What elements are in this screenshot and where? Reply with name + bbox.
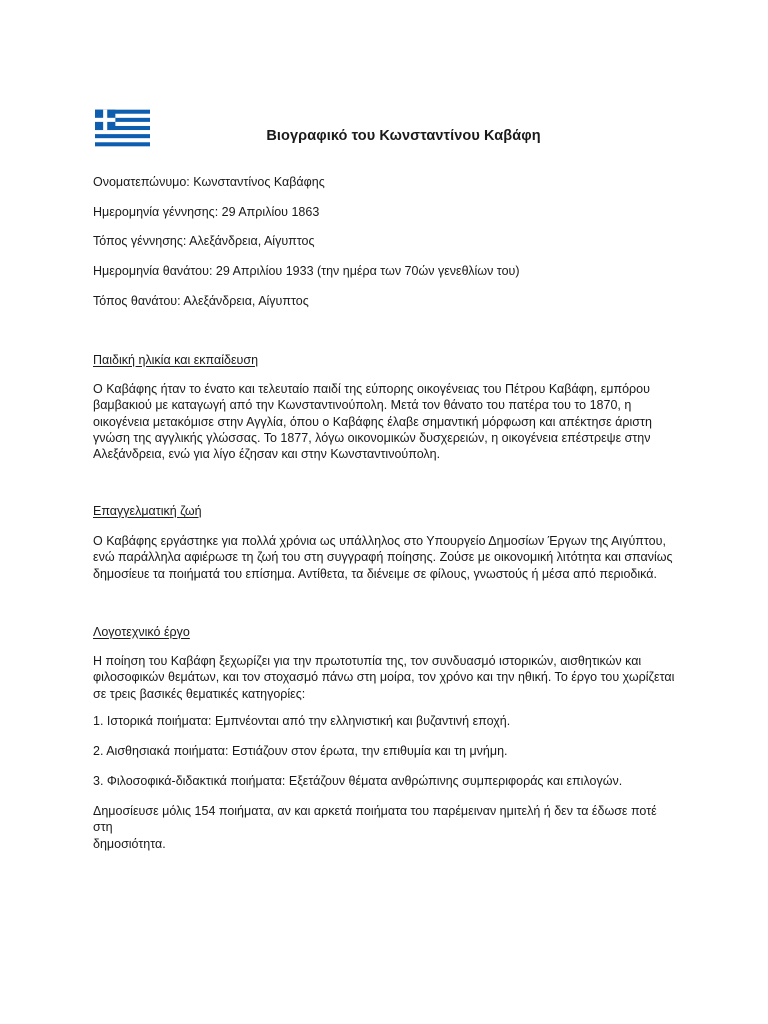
paragraph-line: Ο Καβάφης εργάστηκε για πολλά χρόνια ως υπάλληλος στο Υπουργείο Δημοσίων Έργων της Αιγύπτου, bbox=[93, 534, 666, 548]
info-birth-place: Τόπος γέννησης: Αλεξάνδρεια, Αίγυπτος bbox=[93, 234, 315, 248]
paragraph-line: δημοσιότητα. bbox=[93, 836, 166, 851]
paragraph-line: ενώ παράλληλα αφιέρωσε τη ζωή του στη συγγραφή ποίησης. Ζούσε με οικονομική λιτότητα και σπανίως bbox=[93, 550, 673, 565]
paragraph-line: Αλεξάνδρεια, ενώ για λίγο έζησαν και στην Κωνσταντινούπολη. bbox=[93, 447, 441, 462]
paragraph-line: βαμβακιού με καταγωγή από την Κωνσταντινούπολη. Μετά τον θάνατο του πατέρα του το 1870, η bbox=[93, 398, 632, 413]
paragraph-line: Ο Καβάφης ήταν το ένατο και τελευταίο παιδί της εύπορης οικογένειας του Πέτρου Καβάφη, εμπόρου bbox=[93, 382, 650, 396]
list-item-sensual: 2. Αισθησιακά ποιήματα: Εστιάζουν στον έρωτα, την επιθυμία και τη μνήμη. bbox=[93, 744, 508, 758]
paragraph-line: γνώση της αγγλικής γλώσσας. Το 1877, λόγω οικονομικών δυσχερειών, η οικογένεια επέστρεψε στην bbox=[93, 430, 651, 445]
section-heading-childhood: Παιδική ηλικία και εκπαίδευση bbox=[93, 353, 259, 367]
info-birth-date: Ημερομηνία γέννησης: 29 Απριλίου 1863 bbox=[93, 205, 320, 219]
paragraph-literary-closing bbox=[93, 803, 678, 852]
paragraph-line: οικογένεια μετακόμισε στην Αγγλία, όπου ο Καβάφης έλαβε σημαντική μόρφωση και απέκτησε άριστη bbox=[93, 414, 652, 429]
paragraph-line: φιλοσοφικών θεμάτων, και τον στοχασμό πάνω στη μοίρα, τον χρόνο και την ηθική. Το έργο του χωρίζεται bbox=[93, 670, 675, 685]
list-item-historical: 1. Ιστορικά ποιήματα: Εμπνέονται από την ελληνιστική και βυζαντινή εποχή. bbox=[93, 714, 511, 728]
info-death-date: Ημερομηνία θανάτου: 29 Απριλίου 1933 (την ημέρα των 70ών γενεθλίων του) bbox=[93, 264, 520, 278]
section-heading-career: Επαγγελματική ζωή bbox=[93, 504, 202, 518]
paragraph-line: δημοσίευε τα ποιήματά του επίσημα. Αντίθετα, τα διένειμε σε φίλους, γνωστούς ή μέσα από περιοδικά. bbox=[93, 566, 657, 581]
info-name: Ονοματεπώνυμο: Κωνσταντίνος Καβάφης bbox=[93, 175, 325, 189]
info-death-place: Τόπος θανάτου: Αλεξάνδρεια, Αίγυπτος bbox=[93, 294, 309, 308]
list-item-philosophical: 3. Φιλοσοφικά-διδακτικά ποιήματα: Εξετάζουν θέματα ανθρώπινης συμπεριφοράς και επιλογών. bbox=[93, 774, 623, 788]
paragraph-line: Δημοσίευσε μόλις 154 ποιήματα, αν και αρκετά ποιήματα του παρέμειναν ημιτελή ή δεν τα έδωσε ποτέ στη bbox=[93, 804, 657, 835]
section-heading-literary: Λογοτεχνικό έργο bbox=[93, 625, 190, 639]
paragraph-career bbox=[93, 533, 678, 582]
paragraph-childhood bbox=[93, 381, 678, 462]
document-title: Βιογραφικό του Κωνσταντίνου Καβάφη bbox=[266, 128, 541, 144]
paragraph-line: σε τρεις βασικές θεματικές κατηγορίες: bbox=[93, 686, 306, 701]
paragraph-line: Η ποίηση του Καβάφη ξεχωρίζει για την πρωτοτυπία της, τον συνδυασμό ιστορικών, αισθητικών και bbox=[93, 654, 642, 668]
paragraph-literary-intro bbox=[93, 653, 678, 702]
